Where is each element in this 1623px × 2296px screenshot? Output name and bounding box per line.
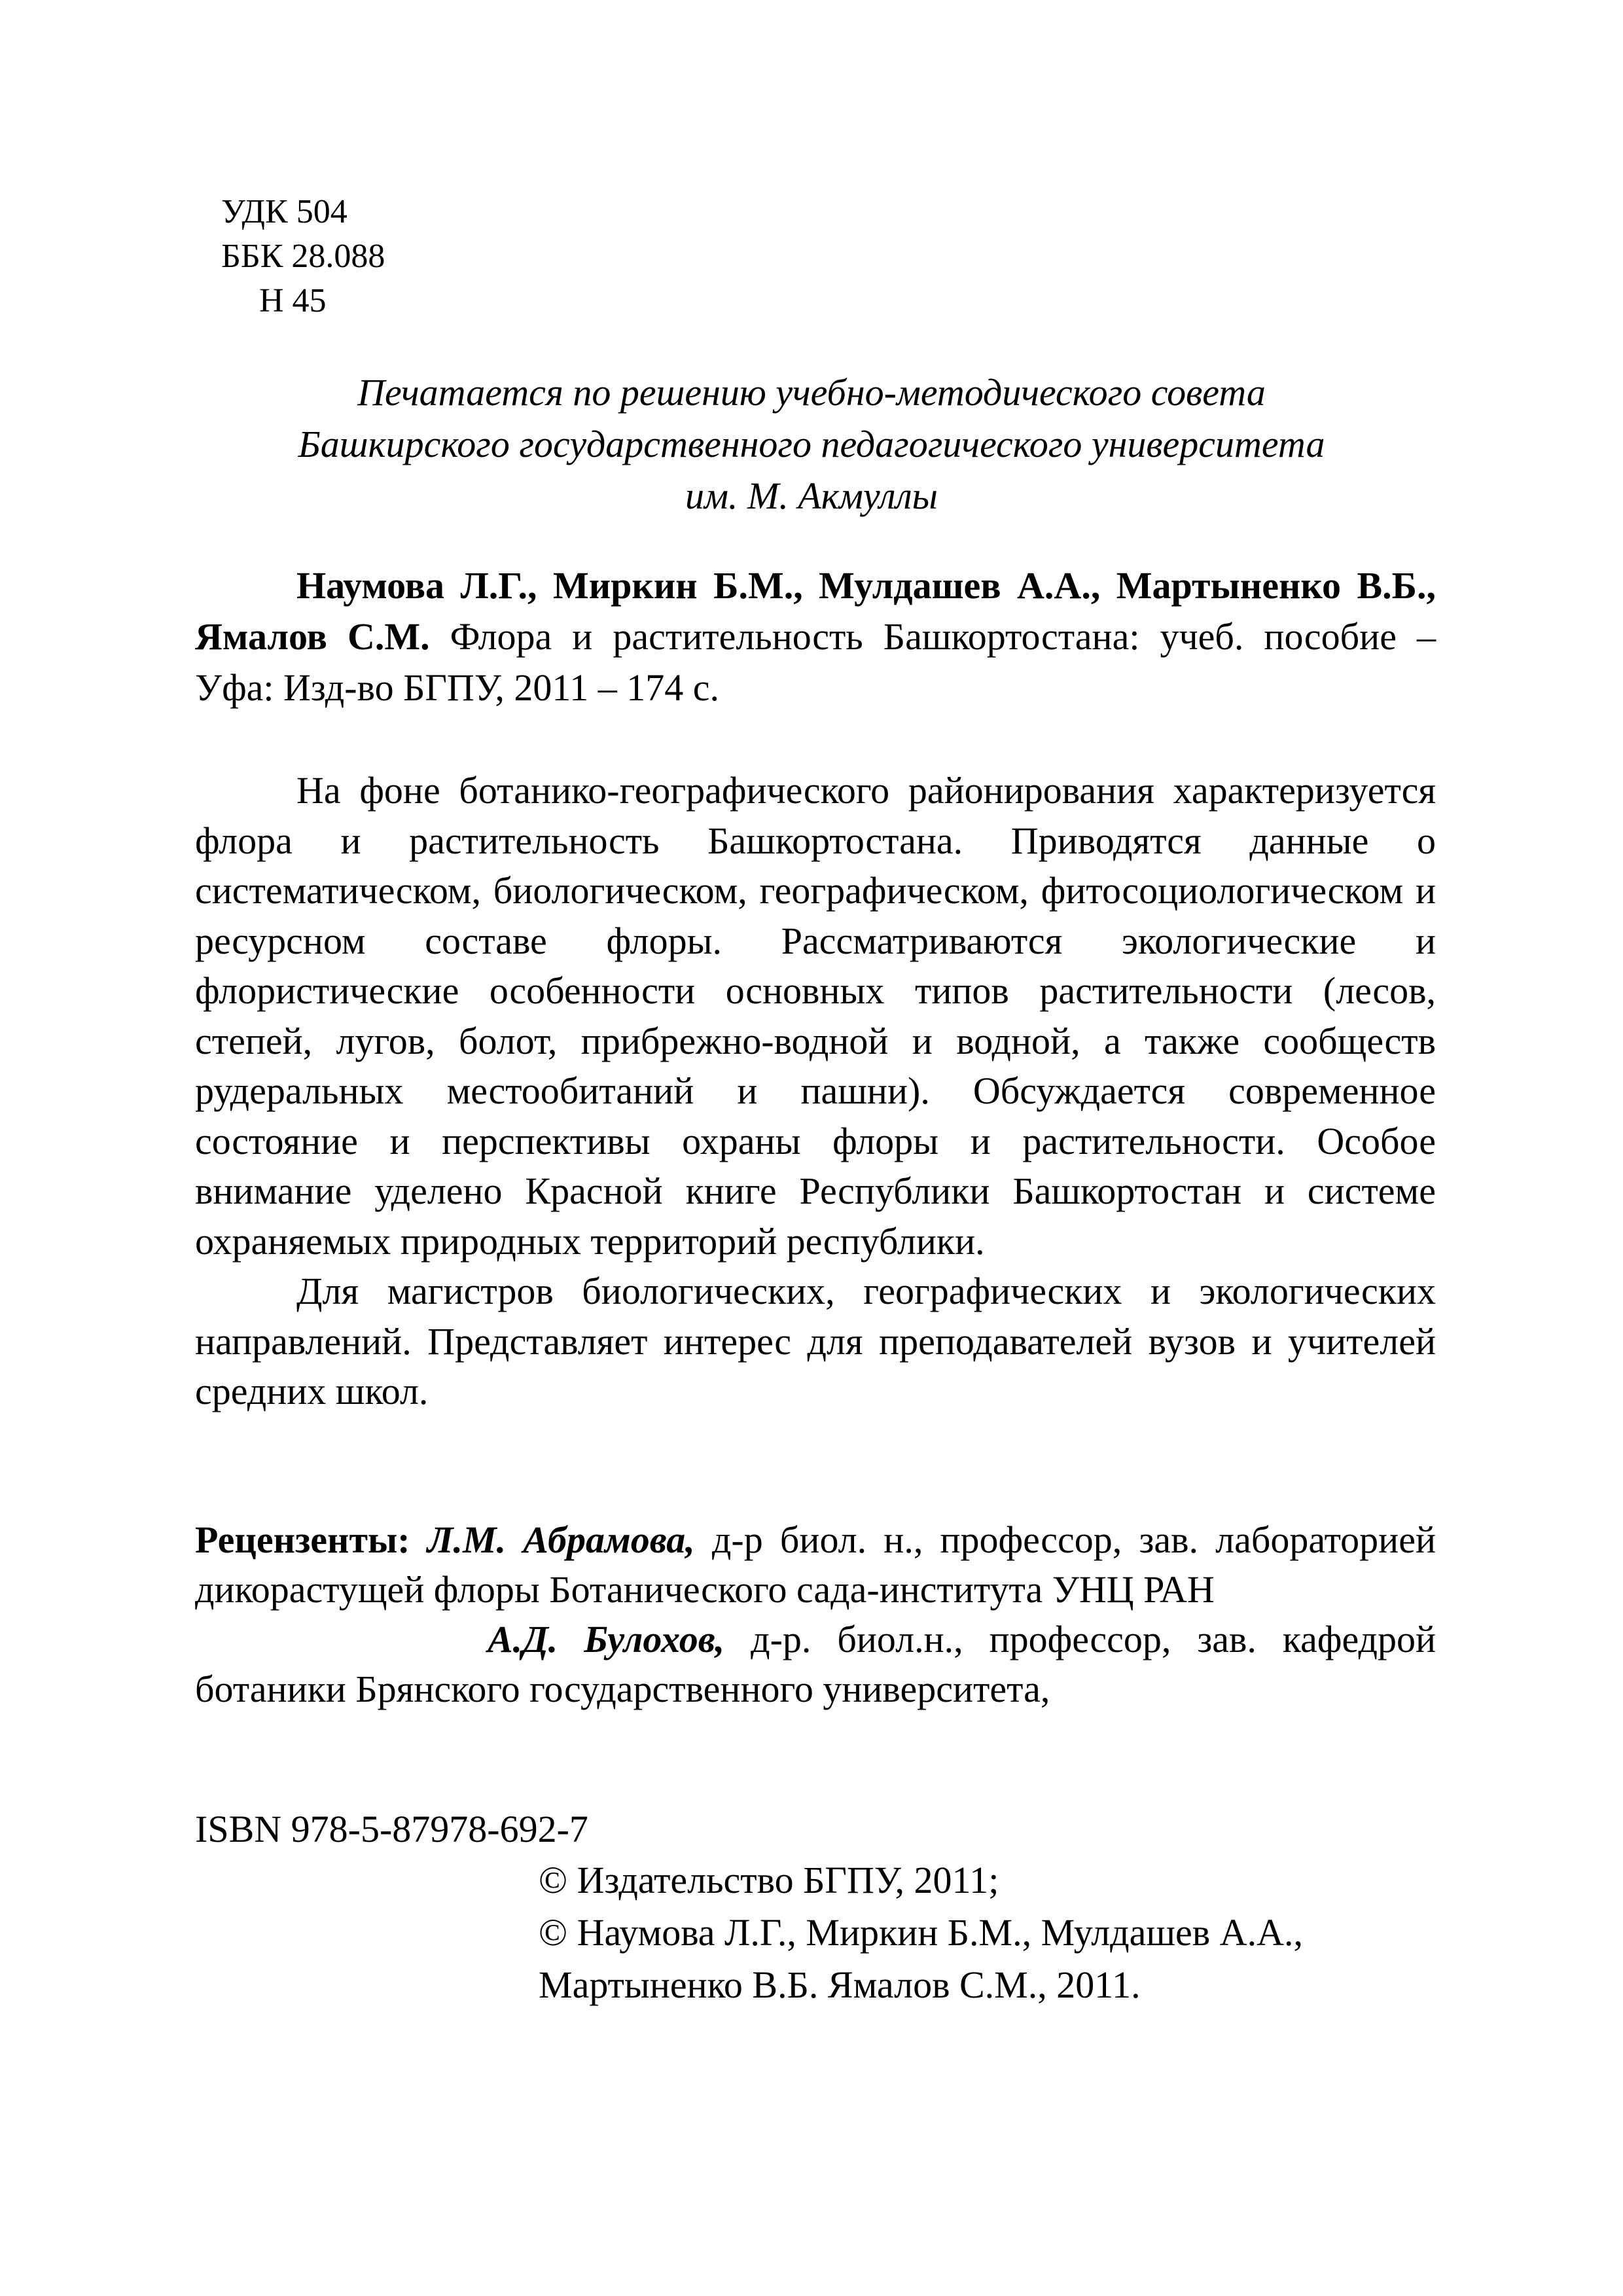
classification-block [221, 190, 385, 323]
copyright-block [539, 1854, 1303, 2011]
copyright-line-3: Мартыненко В.Б. Ямалов С.М., 2011. [539, 1964, 1141, 2006]
citation-authors: Наумова Л.Г., Миркин Б.М., Мулдашев А.А., Мартыненко В.Б., Ямалов С.М. [195, 564, 1436, 658]
reviewer-2-name: А.Д. Булохов, [488, 1618, 725, 1660]
citation-details: Флора и растительность Башкортостана: учеб. пособие – Уфа: Изд-во БГПУ, 2011 – 174 с. [195, 615, 1436, 709]
publication-approval [196, 367, 1427, 522]
annotation [195, 766, 1436, 1417]
udk-code: УДК 504 [221, 193, 348, 230]
isbn: ISBN 978-5-87978-692-7 [195, 1808, 588, 1850]
reviewers-label: Рецензенты: [195, 1518, 410, 1561]
reviewers-block [195, 1515, 1436, 1714]
bibliographic-citation [195, 560, 1436, 713]
copyright-line-2: © Наумова Л.Г., Миркин Б.М., Мулдашев А.А., [539, 1911, 1303, 1954]
reviewer-1-description: д-р биол. н., профессор, зав. лабораторией дикорастущей флоры Ботанического сада-института УНЦ РАН [195, 1518, 1436, 1611]
annotation-paragraph-1: На фоне ботанико-географического районирования характеризуется флора и растительность Башкортостана. Приводятся данные о систематическом, биологическом, географическом, фитосоциологическом и ресурсном составе флоры. Рассматриваются экологические и флористические особенности основных типов растительности (лесов, степей, лугов, болот, прибрежно-водной и водной, а также сообществ рудеральных местообитаний и пашни). Обсуждается современное состояние и перспективы охраны флоры и растительности. Особое внимание уделено Красной книге Республики Башкортостан и системе охраняемых природных территорий республики. [195, 769, 1436, 1263]
author-sign: Н 45 [259, 282, 327, 319]
bbk-code: ББК 28.088 [221, 238, 385, 275]
approval-line-3: им. М. Акмуллы [685, 475, 938, 517]
approval-line-2: Башкирского государственного педагогического университета [298, 423, 1325, 465]
reviewer-1-name: Л.М. Абрамова, [427, 1518, 695, 1561]
copyright-line-1: © Издательство БГПУ, 2011; [539, 1859, 999, 1901]
reviewer-2 [195, 1615, 1436, 1714]
approval-line-1: Печатается по решению учебно-методического совета [357, 371, 1266, 414]
reviewer-2-description: д-р. биол.н., профессор, зав. кафедрой ботаники Брянского государственного университета, [195, 1618, 1436, 1710]
annotation-paragraph-2: Для магистров биологических, географических и экологических направлений. Представляет интерес для преподавателей вузов и учителей средних школ. [195, 1270, 1436, 1412]
reviewer-1 [195, 1515, 1436, 1615]
citation-paragraph [195, 560, 1436, 713]
